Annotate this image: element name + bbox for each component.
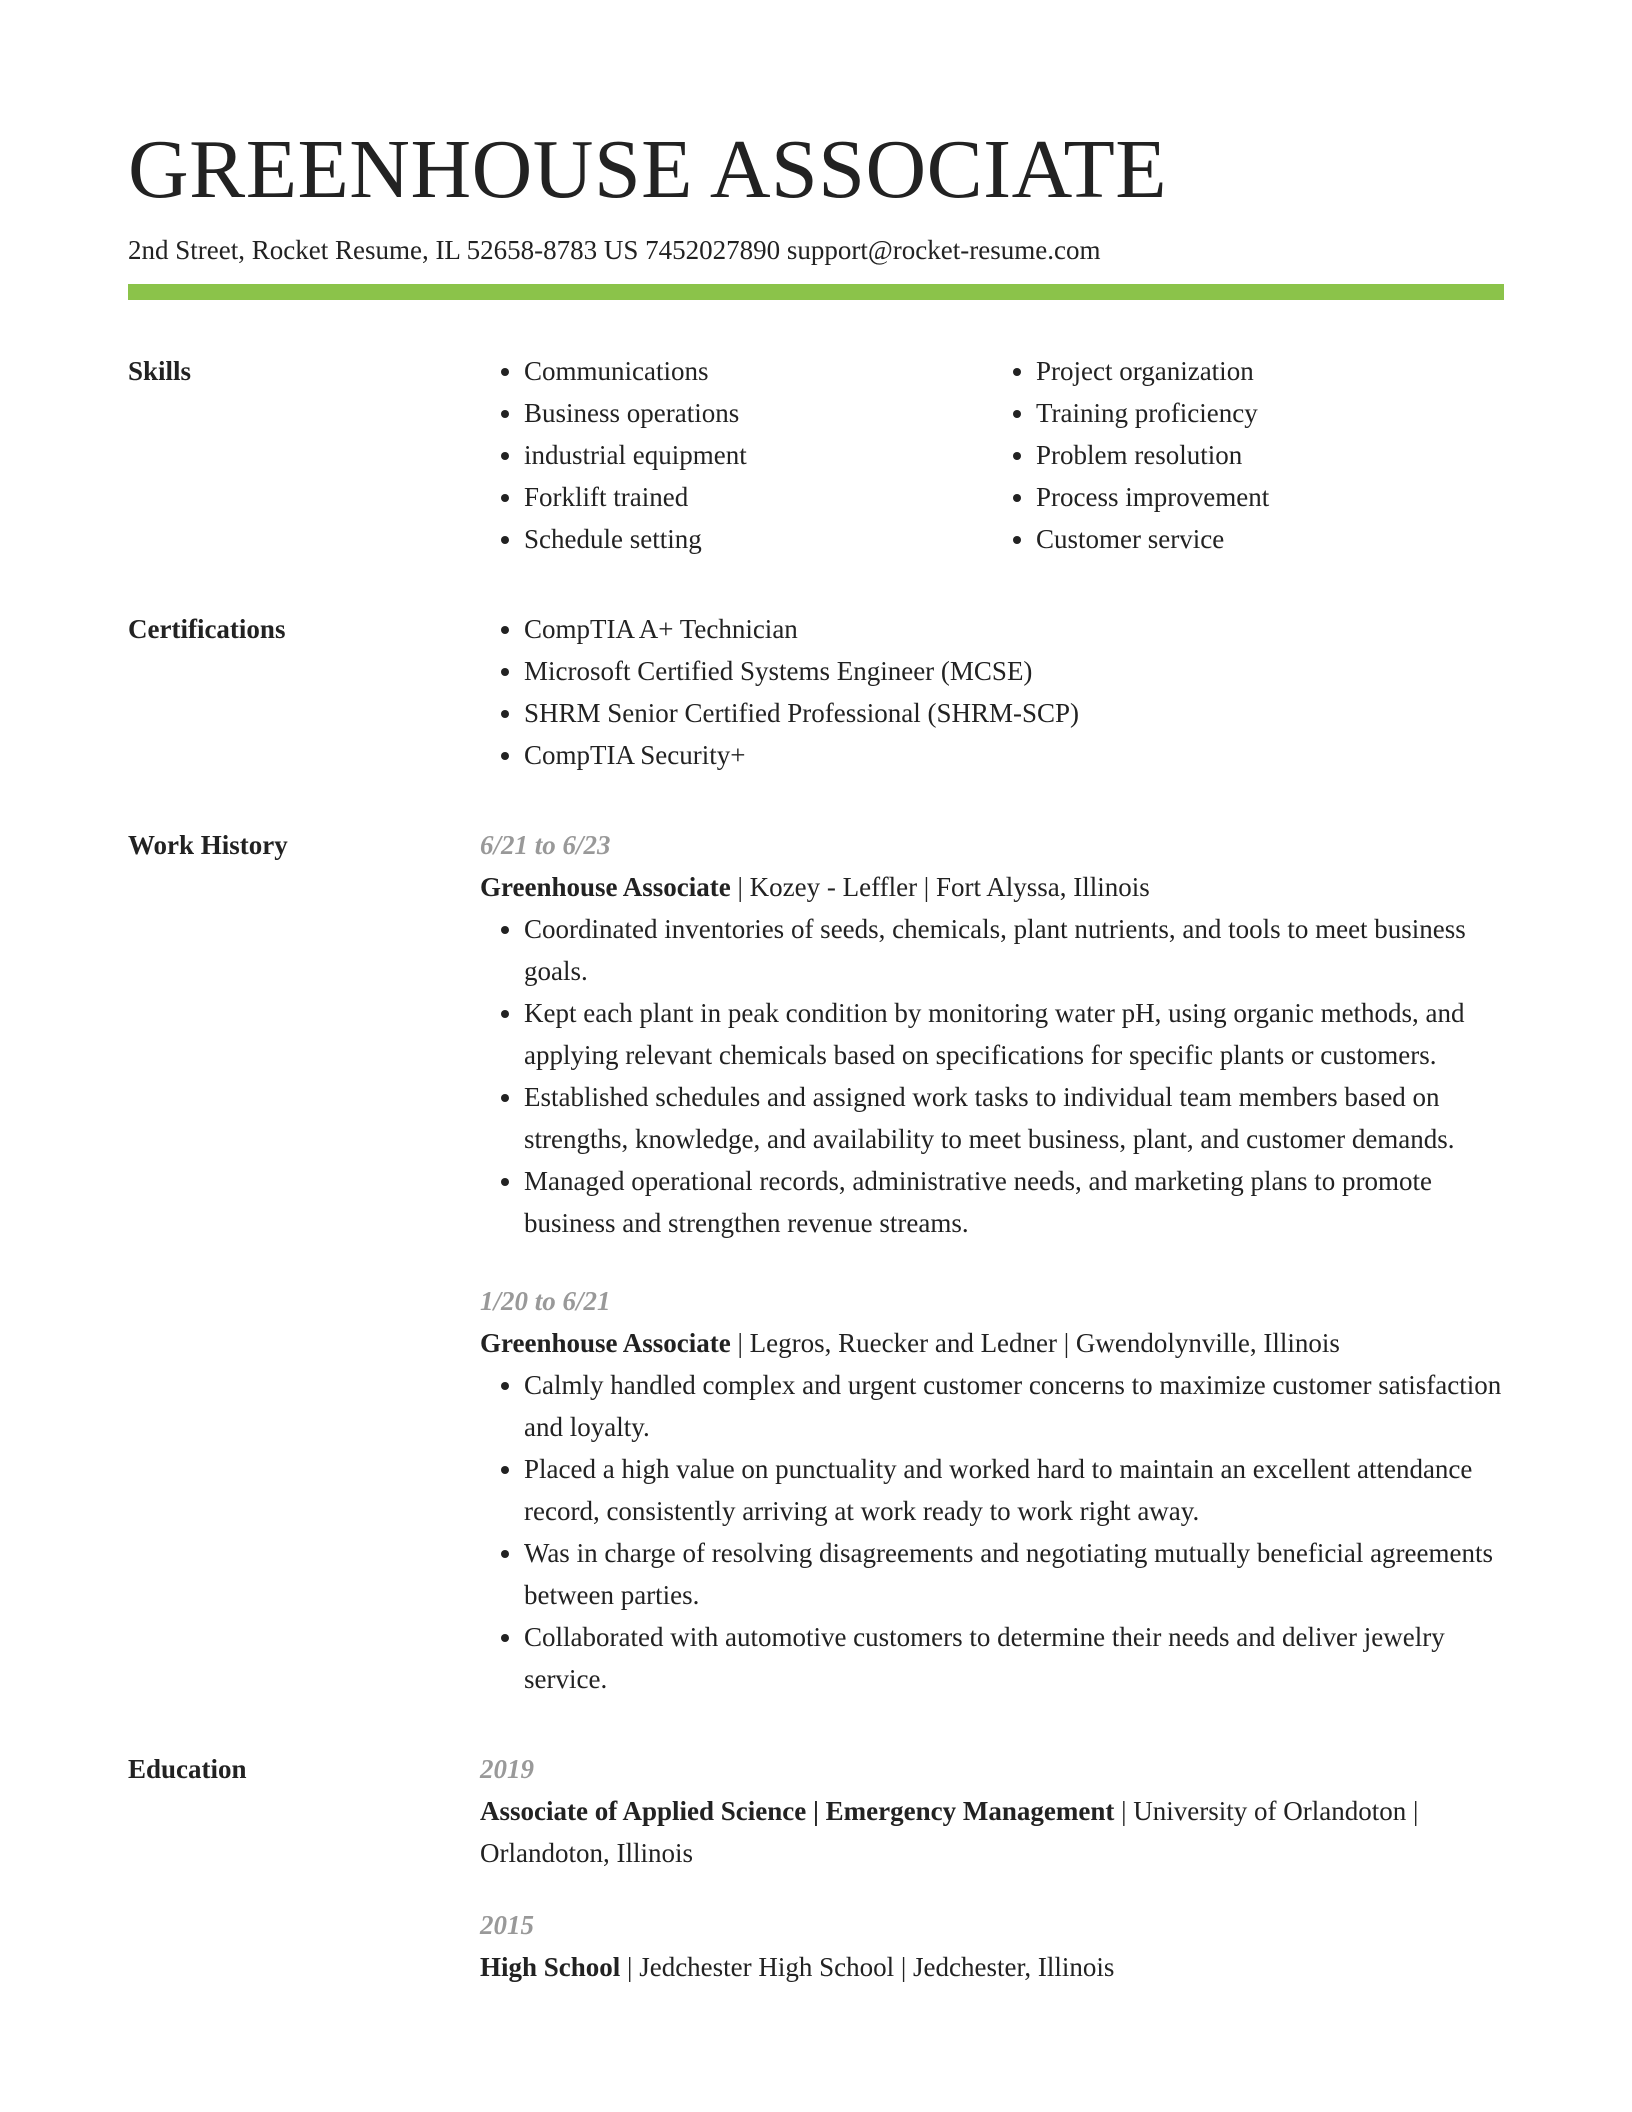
work-history-body [480,824,1504,1700]
job-entry [480,1280,1504,1700]
education-year: 2015 [480,1910,534,1940]
job-bullet: • Calmly handled complex and urgent customer concerns to maximize customer satisfaction and loyalty. [524,1364,1504,1448]
skill-item: • industrial equipment [524,434,992,476]
skill-item: • Forklift trained [524,476,992,518]
skill-item: • Process improvement [1036,476,1504,518]
work-history-section [128,824,1504,1700]
certifications-body [480,608,1504,776]
education-degree: Associate of Applied Science | Emergency Management [480,1796,1115,1826]
education-details: | University of Orlandoton | Orlandoton, Illinois [480,1796,1419,1868]
education-heading [480,1946,1504,1988]
resume-title: GREENHOUSE ASSOCIATE [128,123,1168,216]
certification-item: • Microsoft Certified Systems Engineer (MCSE) [524,650,1504,692]
education-degree: High School [480,1952,621,1982]
job-dates: 6/21 to 6/23 [480,830,611,860]
job-bullet: • Coordinated inventories of seeds, chemicals, plant nutrients, and tools to meet business goals. [524,908,1504,992]
education-body [480,1748,1504,1988]
job-title: Greenhouse Associate [480,1328,731,1358]
skills-section [128,350,1504,560]
certifications-list [480,608,1504,776]
skill-item: • Project organization [1036,350,1504,392]
certification-item: • CompTIA Security+ [524,734,1504,776]
job-heading [480,866,1504,908]
education-entry [480,1748,1504,1874]
education-heading [480,1790,1504,1874]
section-label-certifications: Certifications [128,614,286,644]
job-bullet: • Collaborated with automotive customers to determine their needs and deliver jewelry service. [524,1616,1504,1700]
job-bullet: • Established schedules and assigned work tasks to individual team members based on strengths, knowledge, and availability to meet business, plant, and customer demands. [524,1076,1504,1160]
job-bullets [480,1364,1504,1700]
job-bullet: • Managed operational records, administrative needs, and marketing plans to promote business and strengthen revenue streams. [524,1160,1504,1244]
skill-item: • Schedule setting [524,518,992,560]
job-details: | Kozey - Leffler | Fort Alyssa, Illinois [730,872,1150,902]
section-label-work-history: Work History [128,830,288,860]
contact-line: 2nd Street, Rocket Resume, IL 52658-8783 US 7452027890 support@rocket-resume.com [128,235,1101,265]
section-label-skills: Skills [128,356,192,386]
education-year: 2019 [480,1754,534,1784]
resume-page [128,120,1504,1988]
job-bullets [480,908,1504,1244]
skills-list-left [480,350,992,560]
job-bullet: • Was in charge of resolving disagreements and negotiating mutually beneficial agreements between parties. [524,1532,1504,1616]
certification-item: • SHRM Senior Certified Professional (SHRM-SCP) [524,692,1504,734]
job-bullet: • Placed a high value on punctuality and worked hard to maintain an excellent attendance record, consistently arriving at work ready to work right away. [524,1448,1504,1532]
header-divider [128,284,1504,300]
job-title: Greenhouse Associate [480,872,731,902]
education-entry [480,1904,1504,1988]
skills-list-right [992,350,1504,560]
skills-body [480,350,1504,560]
skill-item: • Customer service [1036,518,1504,560]
skill-item: • Communications [524,350,992,392]
skill-item: • Business operations [524,392,992,434]
education-details: | Jedchester High School | Jedchester, Illinois [620,1952,1115,1982]
job-dates: 1/20 to 6/21 [480,1286,611,1316]
certification-item: • CompTIA A+ Technician [524,608,1504,650]
skill-item: • Problem resolution [1036,434,1504,476]
job-bullet: • Kept each plant in peak condition by monitoring water pH, using organic methods, and applying relevant chemicals based on specifications for specific plants or customers. [524,992,1504,1076]
job-heading [480,1322,1504,1364]
job-details: | Legros, Ruecker and Ledner | Gwendolynville, Illinois [730,1328,1340,1358]
education-section [128,1748,1504,1988]
job-entry [480,824,1504,1244]
section-label-education: Education [128,1754,247,1784]
skill-item: • Training proficiency [1036,392,1504,434]
certifications-section [128,608,1504,776]
